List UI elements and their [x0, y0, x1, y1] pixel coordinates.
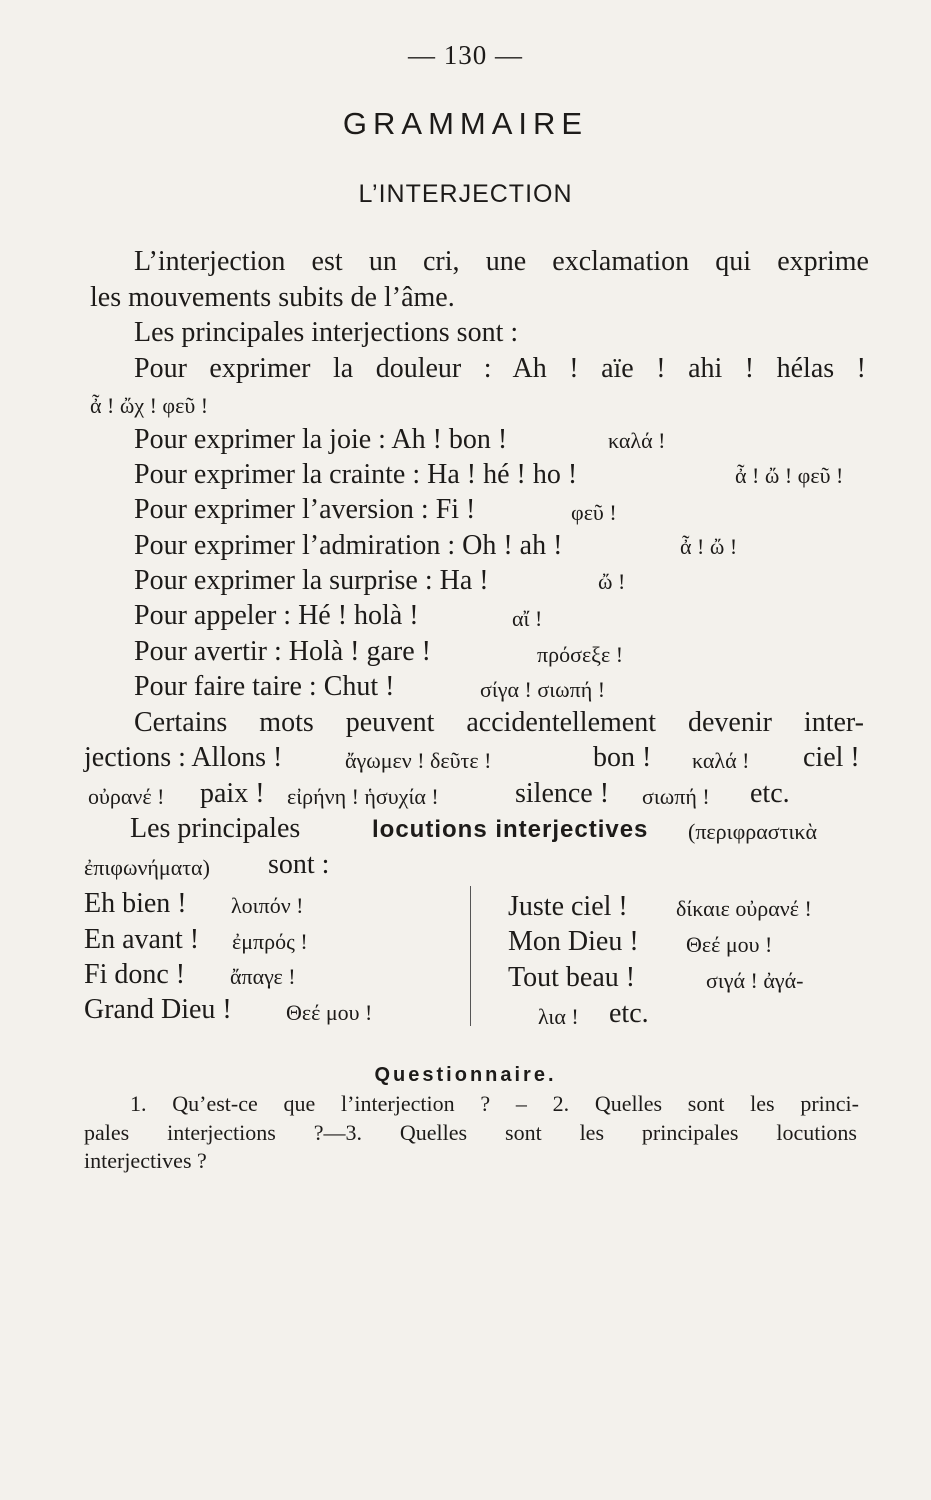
greek-text: σιωπή ! — [642, 784, 710, 809]
greek-text: λοιπόν ! — [231, 893, 304, 918]
text: jections : Allons ! — [84, 742, 283, 773]
text: sont : — [268, 849, 330, 880]
greek-text: ἄπαγε ! — [230, 964, 296, 989]
greek-text: οὐρανέ ! — [88, 784, 165, 809]
text: Pour exprimer l’admiration : Oh ! ah ! — [134, 530, 563, 561]
text: En avant ! — [84, 924, 200, 955]
text: Pour exprimer la surprise : Ha ! — [134, 565, 489, 596]
text: Mon Dieu ! — [508, 926, 639, 957]
text: bon ! — [593, 742, 652, 773]
column-divider — [470, 886, 471, 1026]
text: Pour avertir : Holà ! gare ! — [134, 636, 431, 667]
text: Les principales — [130, 813, 301, 844]
text: interjectives ? — [84, 1148, 207, 1173]
text: Grand Dieu ! — [84, 994, 232, 1025]
greek-text: σίγα ! σιωπή ! — [480, 677, 606, 702]
text: L’interjection est un cri, une exclamation qui exprime — [134, 246, 869, 277]
text: 1. Qu’est-ce que l’interjection ? – 2. Quelles sont les princi- — [130, 1091, 859, 1116]
greek-text: Θεέ μου ! — [286, 1000, 373, 1025]
greek-text: πρόσεξε ! — [537, 642, 624, 667]
greek-text: δίκαιε οὐρανέ ! — [676, 896, 812, 921]
bold-term: locutions interjectives — [372, 816, 649, 843]
greek-text: λια ! — [538, 1004, 579, 1029]
section-title: L’INTERJECTION — [358, 180, 573, 208]
text: Les principales interjections sont : — [134, 317, 519, 348]
text: Eh bien ! — [84, 888, 187, 919]
greek-text: ἐμπρός ! — [232, 929, 308, 954]
greek-text: φεῦ ! — [571, 500, 617, 525]
text: etc. — [750, 778, 790, 809]
text: Pour appeler : Hé ! holà ! — [134, 600, 419, 631]
greek-text: ἆ ! ὤ ! — [680, 534, 738, 559]
text: Pour exprimer l’aversion : Fi ! — [134, 494, 476, 525]
greek-text: (περιφραστικὰ — [688, 819, 818, 844]
text: Certains mots peuvent accidentellement devenir inter- — [134, 707, 864, 738]
greek-text: σιγά ! ἀγά- — [706, 968, 804, 993]
text: Pour exprimer la crainte : Ha ! hé ! ho ! — [134, 459, 578, 490]
text: Pour faire taire : Chut ! — [134, 671, 395, 702]
text: silence ! — [515, 778, 610, 809]
greek-text: ὤ ! — [598, 569, 626, 594]
text: les mouvements subits de l’âme. — [90, 282, 455, 313]
text: Fi donc ! — [84, 959, 186, 990]
text: ciel ! — [803, 742, 860, 773]
questionnaire-title: Questionnaire. — [374, 1064, 557, 1086]
greek-text: ἆ ! ὤ ! φεῦ ! — [735, 463, 844, 488]
greek-text: ἆ ! ὤχ ! φεῦ ! — [90, 393, 209, 418]
greek-text: καλά ! — [692, 748, 750, 773]
text: paix ! — [200, 778, 265, 809]
greek-text: αἴ ! — [512, 606, 543, 631]
text: pales interjections ?—3. Quelles sont les principales locutions — [84, 1120, 857, 1145]
text: Tout beau ! — [508, 962, 636, 993]
text: Pour exprimer la joie : Ah ! bon ! — [134, 424, 508, 455]
text: Pour exprimer la douleur : Ah ! aïe ! ahi ! hélas ! — [134, 353, 866, 384]
page-number: — 130 — — [408, 40, 523, 70]
greek-text: ἐπιφωνήματα) — [84, 855, 210, 880]
text: Juste ciel ! — [508, 891, 628, 922]
text: etc. — [609, 998, 649, 1029]
greek-text: εἰρήνη ! ἡσυχία ! — [287, 784, 439, 809]
page-title: GRAMMAIRE — [342, 106, 589, 141]
greek-text: ἄγωμεν ! δεῦτε ! — [345, 748, 492, 773]
greek-text: Θεέ μου ! — [686, 932, 773, 957]
greek-text: καλά ! — [608, 428, 666, 453]
